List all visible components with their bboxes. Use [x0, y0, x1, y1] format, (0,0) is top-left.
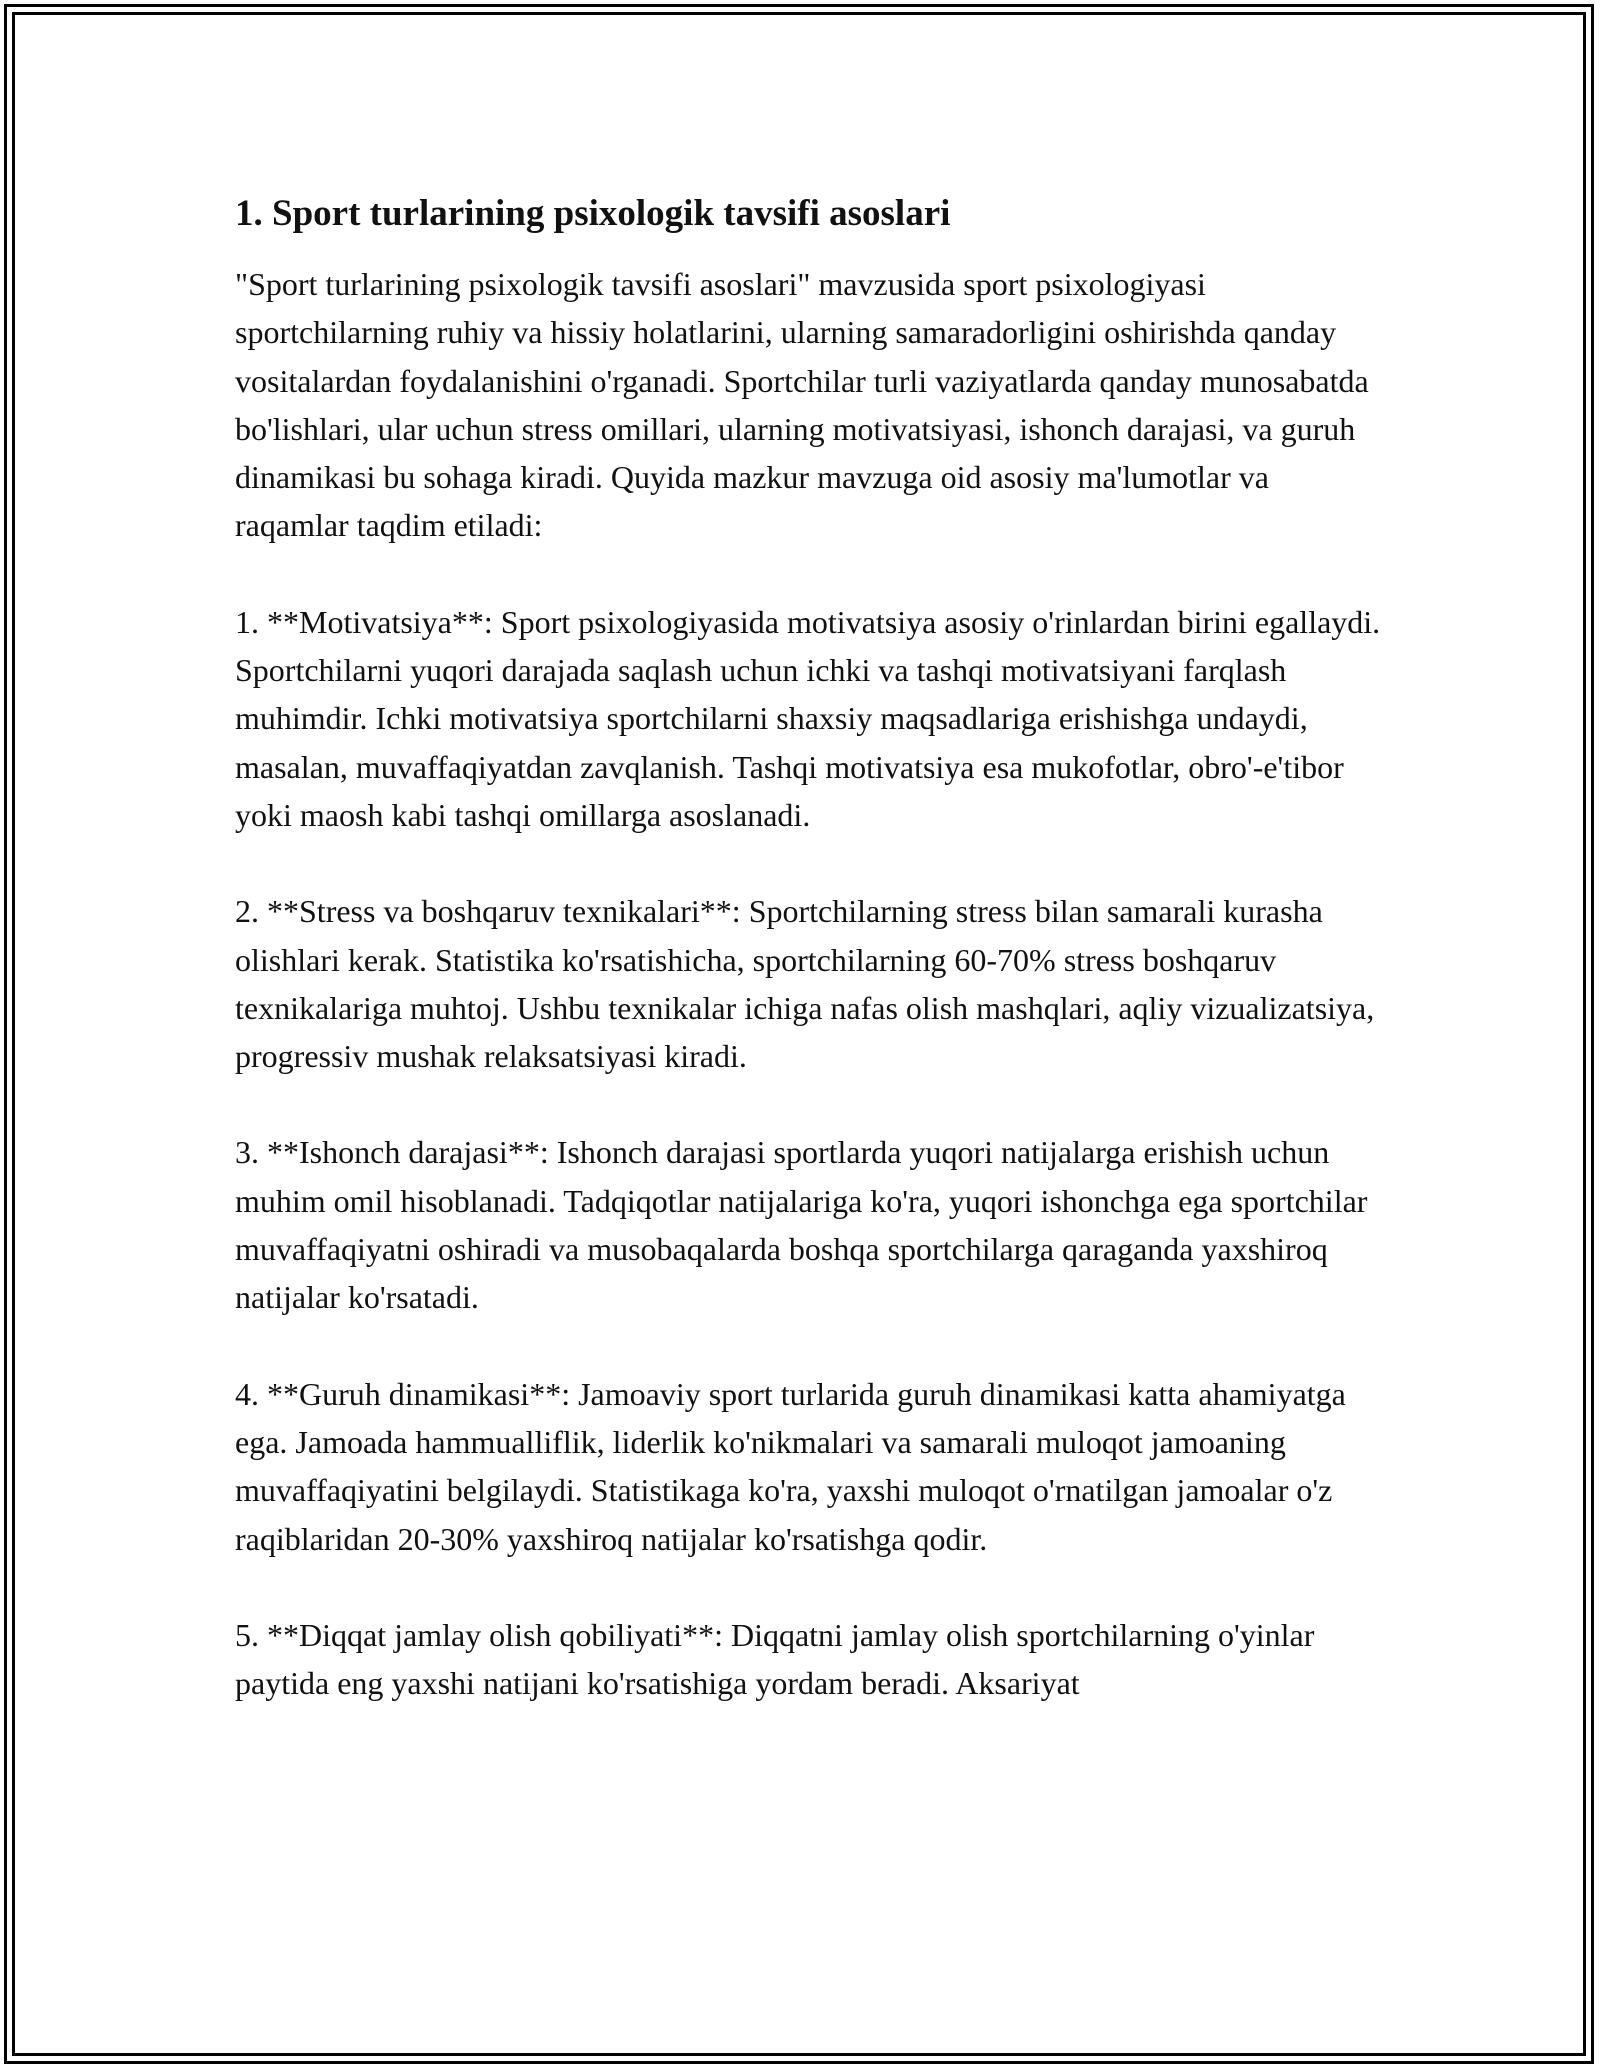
paragraph-group-dynamics: 4. **Guruh dinamikasi**: Jamoaviy sport turlarida guruh dinamikasi katta ahamiyatga ega. Jamoada hammualliflik, liderlik ko'nikmalari va samarali muloqot jamoaning muvaffaqiyatini belgilaydi. Statistikaga ko'ra, yaxshi muloqot o'rnatilgan jamoalar o'z raqiblaridan 20-30% yaxshiroq natijalar ko'rsatishga qodir.: [235, 1375, 1346, 1557]
document-body: [235, 188, 1385, 1755]
paragraph-motivation: 1. **Motivatsiya**: Sport psixologiyasida motivatsiya asosiy o'rinlardan birini egallaydi. Sportchilarni yuqori darajada saqlash uchun ichki va tashqi motivatsiyani farqlash muhimdir. Ichki motivatsiya sportchilarni shaxsiy maqsadlariga erishishga undaydi, masalan, muvaffaqiyatdan zavqlanish. Tashqi motivatsiya esa mukofotlar, obro'-e'tibor yoki maosh kabi tashqi omillarga asoslanadi.: [235, 603, 1381, 833]
page-title: 1. Sport turlarining psixologik tavsifi asoslari: [235, 193, 951, 234]
paragraph-stress: 2. **Stress va boshqaruv texnikalari**: Sportchilarning stress bilan samarali kurasha olishlari kerak. Statistika ko'rsatishicha, sportchilarning 60-70% stress boshqaruv texnikalariga muhtoj. Ushbu texnikalar ichiga nafas olish mashqlari, aqliy vizualizatsiya, progressiv mushak relaksatsiyasi kiradi.: [235, 893, 1375, 1075]
paragraph-intro: "Sport turlarining psixologik tavsifi asoslari" mavzusida sport psixologiyasi sportchilarning ruhiy va hissiy holatlarini, ularning samaradorligini oshirishda qanday vositalardan foydalanishini o'rganadi. Sportchilar turli vaziyatlarda qanday munosabatda bo'lishlari, ular uchun stress omillari, ularning motivatsiyasi, ishonch darajasi, va guruh dinamikasi bu sohaga kiradi. Quyida mazkur mavzuga oid asosiy ma'lumotlar va raqamlar taqdim etiladi:: [235, 266, 1369, 544]
paragraph-confidence: 3. **Ishonch darajasi**: Ishonch darajasi sportlarda yuqori natijalarga erishish uchun muhim omil hisoblanadi. Tadqiqotlar natijalariga ko'ra, yuqori ishonchga ega sportchilar muvaffaqiyatni oshiradi va musobaqalarda boshqa sportchilarga qaraganda yaxshiroq natijalar ko'rsatadi.: [235, 1134, 1368, 1316]
paragraph-focus: 5. **Diqqat jamlay olish qobiliyati**: Diqqatni jamlay olish sportchilarning o'yinlar paytida eng yaxshi natijani ko'rsatishiga yordam beradi. Aksariyat: [235, 1616, 1315, 1702]
